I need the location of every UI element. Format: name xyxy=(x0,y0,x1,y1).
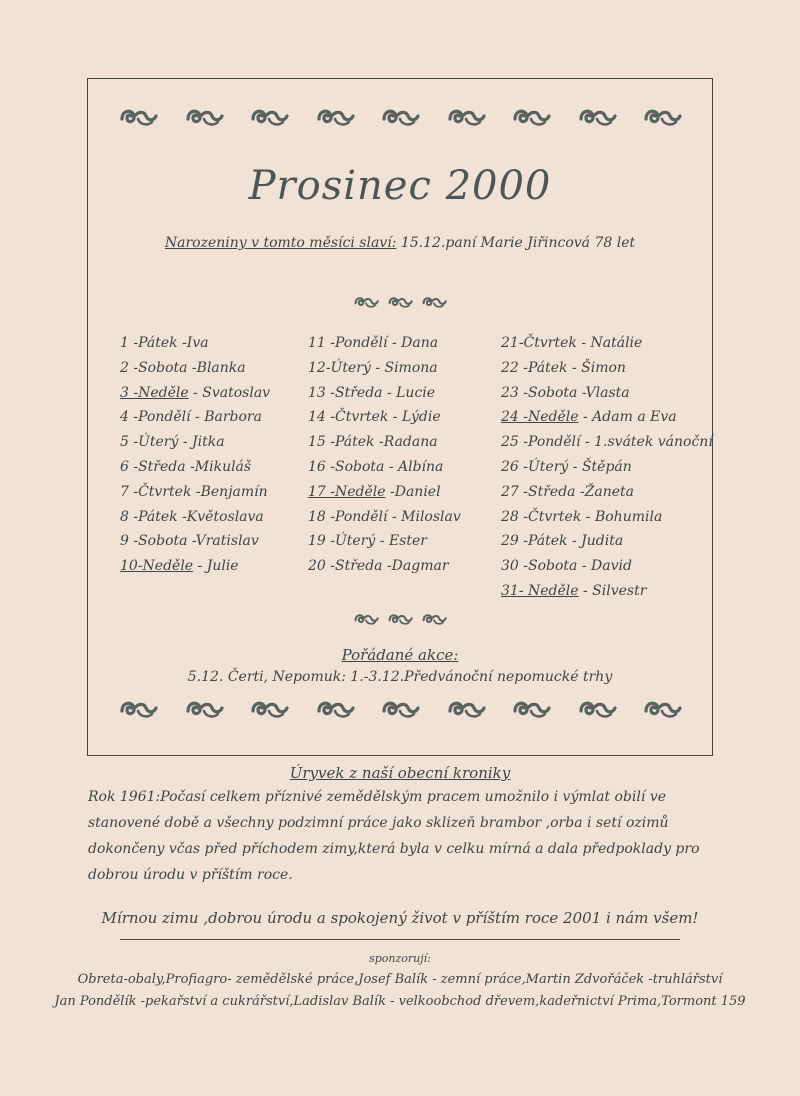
ornament-row-small-2 xyxy=(88,611,712,627)
ornament-icon xyxy=(380,105,420,129)
ornament-icon xyxy=(184,105,224,129)
ornament-icon xyxy=(642,697,682,721)
day-label: 7 -Čtvrtek -Benjamín xyxy=(120,483,268,500)
day-label: 22 -Pátek - Šimon xyxy=(501,359,626,376)
day-label: 4 -Pondělí - Barbora xyxy=(120,409,262,426)
events-text: 5.12. Čerti, Nepomuk: 1.-3.12.Předvánoční nepomucké trhy xyxy=(187,669,613,685)
name-day: - Svatoslav xyxy=(188,384,271,401)
ornament-icon xyxy=(118,697,158,721)
day-entry xyxy=(308,430,498,455)
ornament-icon xyxy=(421,294,447,310)
day-entry xyxy=(120,356,310,381)
day-entry xyxy=(501,356,691,381)
new-year-wish: Mírnou zimu ,dobrou úrodu a spokojený život v příštím roce 2001 i nám všem! xyxy=(101,909,699,927)
day-entry xyxy=(120,455,310,480)
day-label: 21-Čtvrtek - Natálie xyxy=(501,335,643,351)
day-entry xyxy=(308,455,498,480)
day-entry xyxy=(501,381,691,406)
day-entry xyxy=(120,381,310,406)
day-label: 14 -Čtvrtek - Lýdie xyxy=(308,409,441,426)
name-day: -Daniel xyxy=(385,483,441,500)
ornament-icon xyxy=(380,697,420,721)
day-entry xyxy=(308,356,498,381)
day-label: 1 -Pátek -Iva xyxy=(120,335,209,351)
name-day: - Julie xyxy=(193,558,239,575)
ornament-row-small-1 xyxy=(88,294,712,310)
day-label: 18 -Pondělí - Miloslav xyxy=(308,508,461,525)
ornament-icon xyxy=(118,105,158,129)
divider xyxy=(120,939,680,940)
ornament-icon xyxy=(577,105,617,129)
day-label: 26 -Úterý - Štěpán xyxy=(501,458,632,475)
day-entry xyxy=(120,505,310,530)
day-label: 2 -Sobota -Blanka xyxy=(120,359,246,376)
day-label: 11 -Pondělí - Dana xyxy=(308,335,439,351)
ornament-icon xyxy=(184,697,224,721)
ornament-icon xyxy=(353,294,379,310)
day-entry xyxy=(308,331,498,356)
day-entry xyxy=(501,505,691,530)
birthday-label: Narozeniny v tomto měsíci slaví: xyxy=(164,235,397,251)
day-label: 25 -Pondělí - 1.svátek vánoční xyxy=(501,434,713,451)
chronicle-text: Rok 1961:Počasí celkem příznivé zemědělským pracem umožnilo i výmlat obilí ve stanovené době a všechny podzimní práce jako sklizeň brambor ,orba i setí ozimů dokončeny včas před příchodem zimy,která byla v celku mírná a dala předpoklady pro dobrou úrodu v příštím roce. xyxy=(88,789,700,883)
day-entry xyxy=(120,529,310,554)
day-column-3 xyxy=(501,331,713,604)
day-entry xyxy=(501,554,691,579)
day-label: 16 -Sobota - Albína xyxy=(308,458,444,475)
day-entry xyxy=(308,381,498,406)
ornament-icon xyxy=(421,611,447,627)
ornament-icon xyxy=(642,105,682,129)
day-entry xyxy=(308,554,498,579)
ornament-icon xyxy=(511,105,551,129)
ornament-icon xyxy=(353,611,379,627)
day-entry xyxy=(120,405,310,430)
day-entry xyxy=(308,529,498,554)
day-entry xyxy=(120,554,310,579)
ornament-icon xyxy=(511,697,551,721)
day-label: 29 -Pátek - Judita xyxy=(501,533,624,550)
ornament-icon xyxy=(249,697,289,721)
day-entry xyxy=(120,480,310,505)
page-title: Prosinec 2000 xyxy=(248,163,552,209)
day-entry xyxy=(501,405,691,430)
chronicle-title: Úryvek z naší obecní kroniky xyxy=(289,764,511,782)
day-label: 9 -Sobota -Vratislav xyxy=(120,533,259,550)
day-label: 30 -Sobota - David xyxy=(501,558,632,575)
birthday-text: 15.12.paní Marie Jiřincová 78 let xyxy=(400,235,636,251)
sponsors-line-2: Jan Pondělík -pekařství a cukrářství,Ladislav Balík - velkoobchod dřevem,kadeřnictví Prima,Tormont 159 xyxy=(54,994,746,1009)
sponsors-title: sponzorují: xyxy=(369,952,431,965)
ornament-icon xyxy=(249,105,289,129)
day-label: 20 -Středa -Dagmar xyxy=(308,558,449,575)
ornament-icon xyxy=(315,697,355,721)
day-label: 15 -Pátek -Radana xyxy=(308,434,438,451)
day-entry xyxy=(501,331,691,356)
day-label: 8 -Pátek -Květoslava xyxy=(120,508,264,525)
ornament-icon xyxy=(387,294,413,310)
ornament-icon xyxy=(387,611,413,627)
day-label: 12-Úterý - Simona xyxy=(308,359,438,376)
sunday-label: 10-Neděle xyxy=(120,558,194,575)
day-entry xyxy=(501,579,691,604)
calendar-frame xyxy=(87,78,713,756)
ornament-icon xyxy=(577,697,617,721)
day-label: 27 -Středa -Žaneta xyxy=(501,483,635,500)
day-label: 28 -Čtvrtek - Bohumila xyxy=(501,508,663,525)
birthday-line xyxy=(88,235,712,251)
sunday-label: 3 -Neděle xyxy=(120,384,189,401)
day-column-2 xyxy=(308,331,498,579)
ornament-icon xyxy=(446,105,486,129)
events-title: Pořádané akce: xyxy=(341,646,459,664)
day-label: 5 -Úterý - Jitka xyxy=(120,434,225,451)
day-label: 13 -Středa - Lucie xyxy=(308,384,436,401)
day-entry xyxy=(501,529,691,554)
day-entry xyxy=(308,480,498,505)
day-label: 19 -Úterý - Ester xyxy=(308,533,427,550)
day-label: 23 -Sobota -Vlasta xyxy=(501,384,630,401)
day-entry xyxy=(308,405,498,430)
day-label: 6 -Středa -Mikuláš xyxy=(120,458,252,475)
ornament-icon xyxy=(315,105,355,129)
sunday-label: 31- Neděle xyxy=(501,582,579,599)
sunday-label: 24 -Neděle xyxy=(501,409,579,426)
day-column-1 xyxy=(120,331,310,579)
sunday-label: 17 -Neděle xyxy=(308,483,386,500)
ornament-row-top xyxy=(88,105,712,129)
day-entry xyxy=(120,430,310,455)
day-entry xyxy=(501,480,691,505)
ornament-icon xyxy=(446,697,486,721)
ornament-row-bottom xyxy=(88,697,712,721)
day-entry xyxy=(120,331,310,356)
day-entry xyxy=(501,430,713,455)
day-entry xyxy=(501,455,691,480)
name-day: - Silvestr xyxy=(578,582,647,599)
name-day: - Adam a Eva xyxy=(578,409,677,426)
sponsors-line-1: Obreta-obaly,Profiagro- zemědělské práce,Josef Balík - zemní práce,Martin Zdvořáček -truhlářství xyxy=(77,972,723,987)
day-entry xyxy=(308,505,498,530)
